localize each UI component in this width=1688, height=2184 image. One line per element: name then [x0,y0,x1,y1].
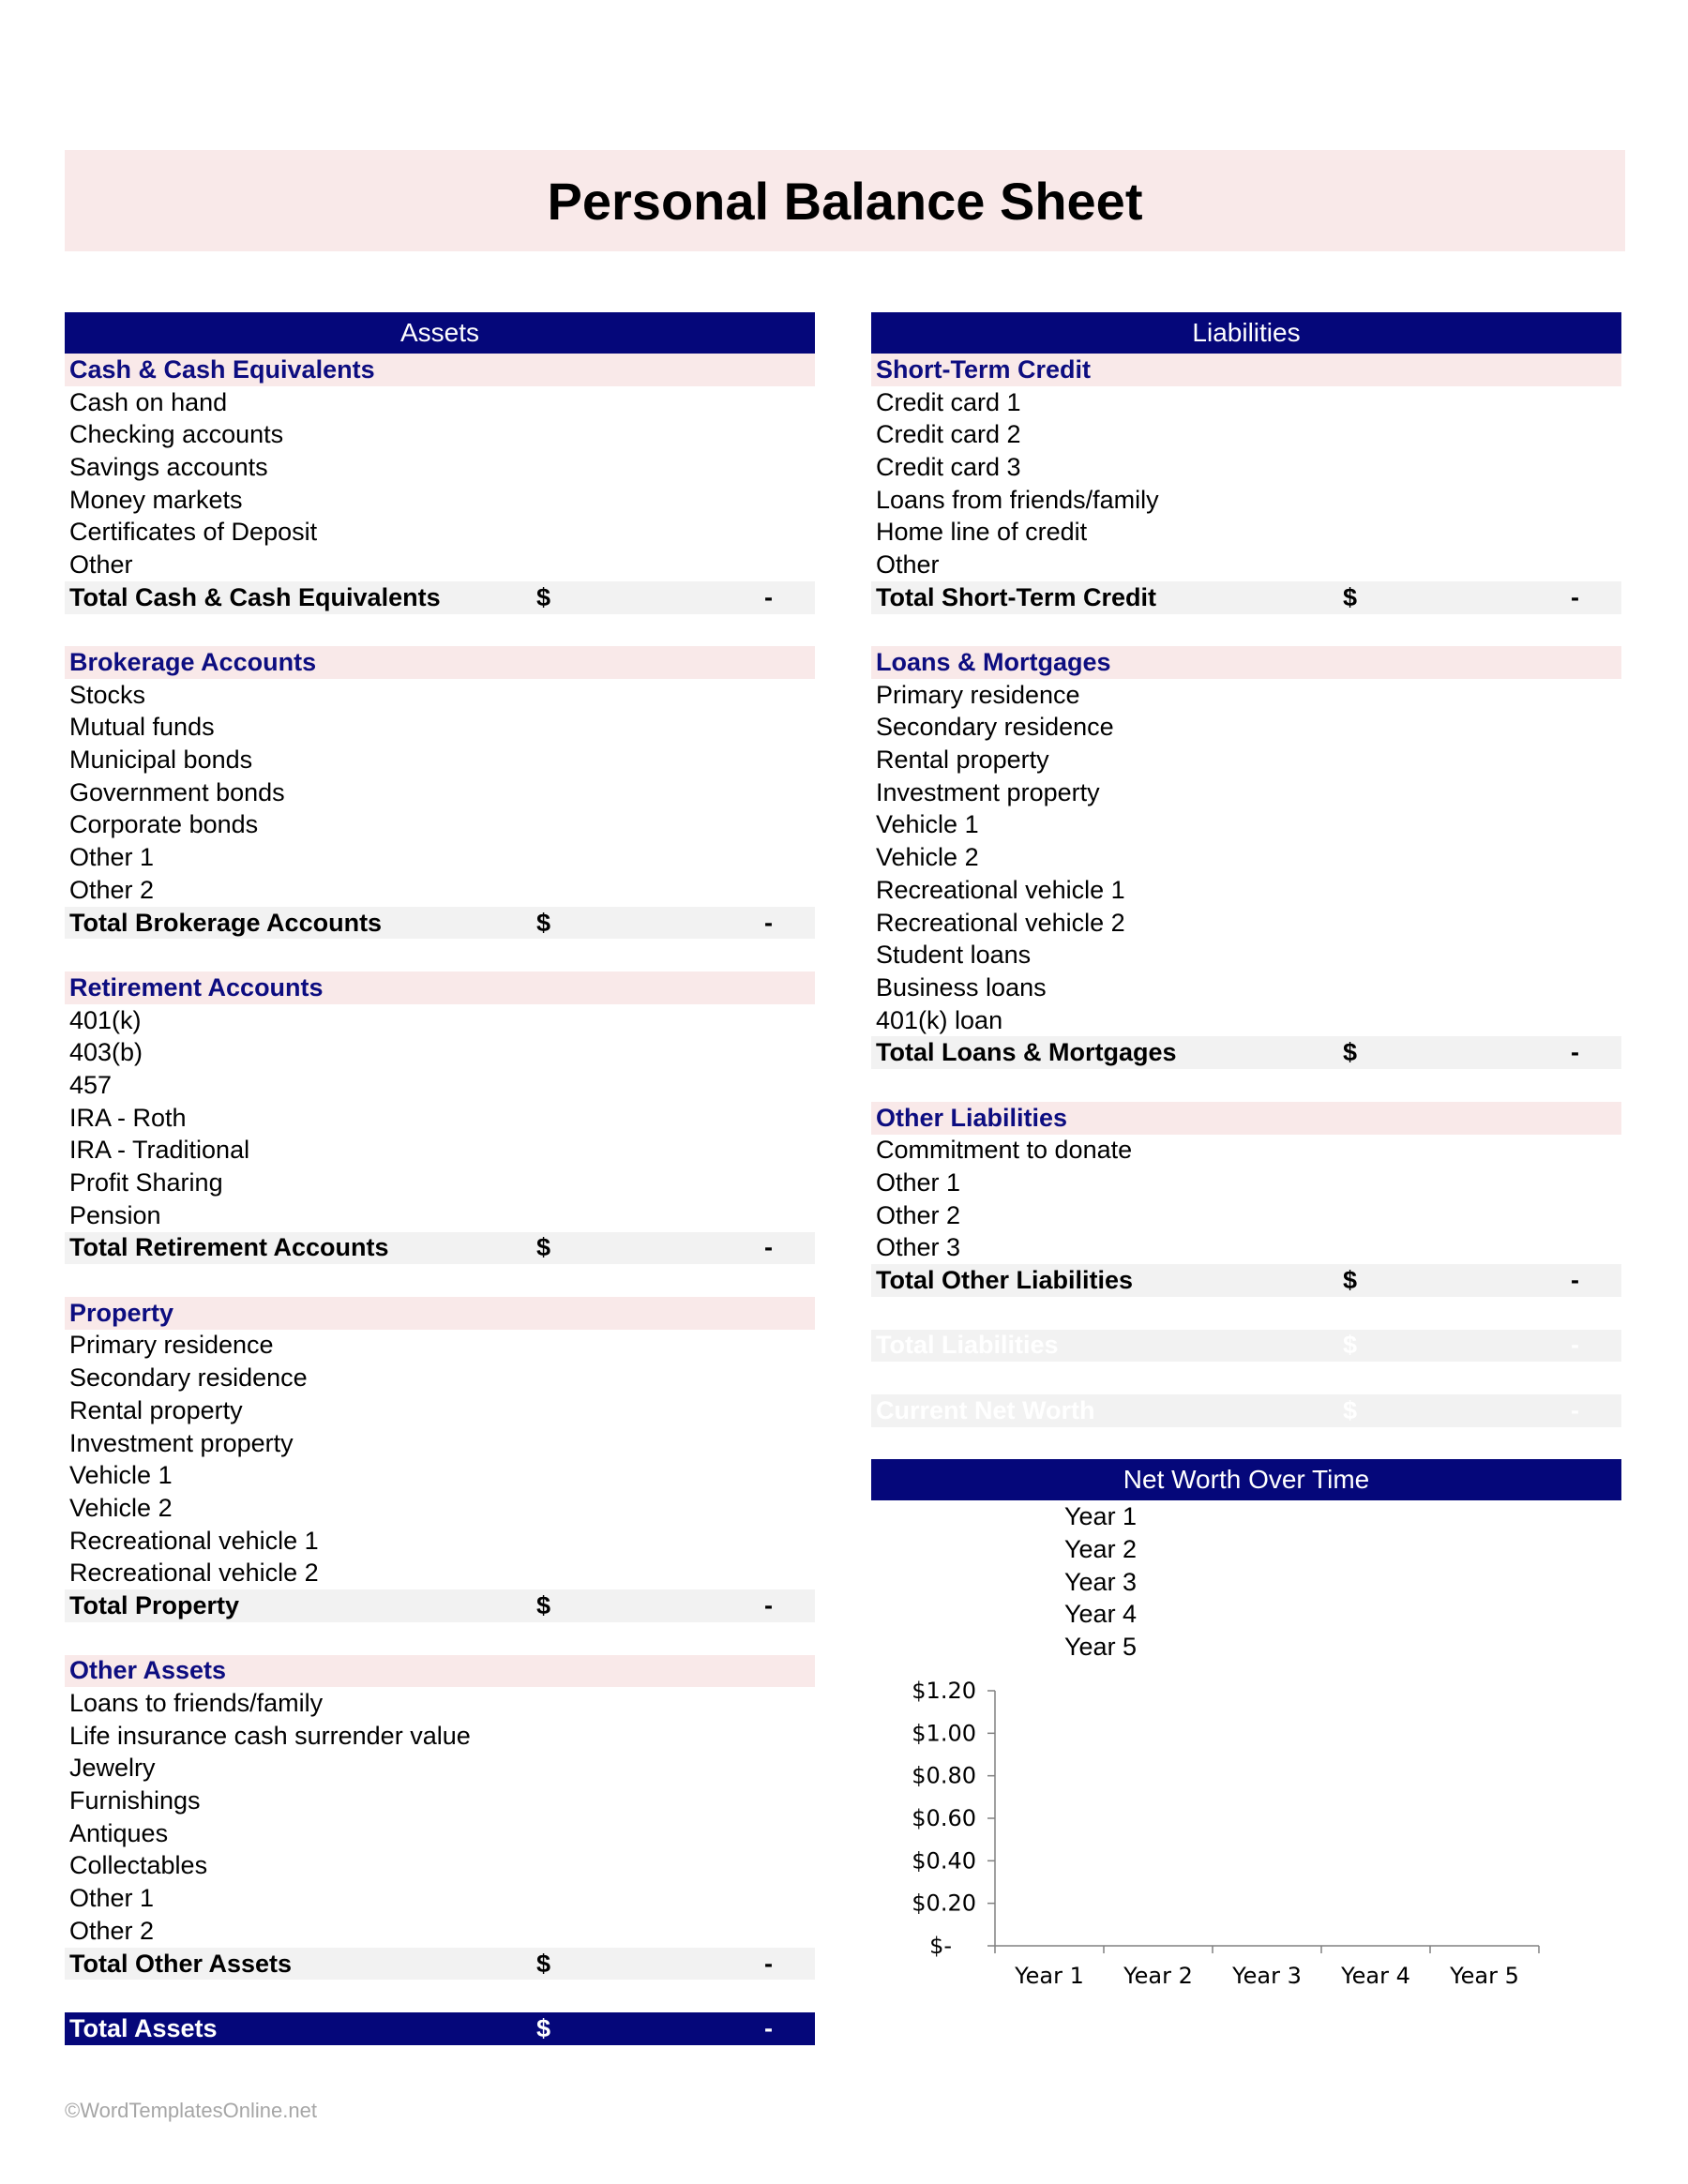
section-heading: Short-Term Credit [871,354,1621,386]
line-item: Profit Sharing [69,1168,223,1197]
y-tick-label: $1.00 [912,1720,976,1747]
x-tick-label: Year 1 [1015,1963,1084,1989]
line-item: Vehicle 1 [876,810,979,839]
section-total-currency: $ [536,908,551,937]
section-heading: Cash & Cash Equivalents [65,354,815,386]
line-item: Recreational vehicle 1 [876,875,1125,904]
assets-column [65,312,815,2045]
section-total-label: Total Retirement Accounts [69,1233,389,1262]
line-item: Other [69,550,133,579]
line-item: Collectables [69,1851,208,1880]
line-item: Other [876,550,940,579]
spacer [871,1297,1621,1330]
current-net-worth-label: Current Net Worth [876,1395,1095,1424]
line-item: Cash on hand [69,387,228,416]
section-total [871,1036,1621,1069]
line-item: Antiques [69,1818,169,1847]
section-heading: Other Liabilities [871,1102,1621,1135]
line-item: Vehicle 2 [69,1493,173,1522]
year-label: Year 2 [1064,1534,1138,1563]
year-label: Year 4 [1064,1600,1138,1629]
current-net-worth-currency: $ [1343,1395,1358,1424]
section-total-currency: $ [1343,582,1358,611]
section-total-currency: $ [1343,1266,1358,1295]
section-total [871,1264,1621,1297]
total-liabilities-value: - [1571,1331,1579,1360]
total-assets-currency: $ [536,2013,551,2042]
line-item: Other 1 [69,1884,155,1913]
spacer [871,614,1621,647]
y-tick-label: $0.20 [912,1890,976,1917]
section-heading: Retirement Accounts [65,972,815,1004]
spacer [871,1427,1621,1460]
net-worth-chart [871,1660,1621,2016]
line-item: Secondary residence [876,713,1114,742]
section-total-label: Total Short-Term Credit [876,582,1157,611]
line-item: Student loans [876,941,1032,970]
spacer [871,1069,1621,1102]
line-item: Business loans [876,972,1047,1002]
spacer [65,939,815,972]
assets-header: Assets [65,312,815,354]
line-item: Credit card 1 [876,387,1021,416]
section-total-value: - [764,908,773,937]
section-total-currency: $ [1343,1038,1358,1067]
x-tick-label: Year 5 [1450,1963,1519,1989]
line-item: Recreational vehicle 1 [69,1526,319,1555]
line-item: Commitment to donate [876,1136,1133,1165]
total-liabilities-currency: $ [1343,1331,1358,1360]
spacer [65,1980,815,2012]
section-total-value: - [1571,1266,1579,1295]
line-item: 457 [69,1070,113,1099]
spacer [65,614,815,647]
line-item: IRA - Roth [69,1103,187,1132]
line-item: Rental property [69,1395,243,1424]
line-item: 401(k) [69,1005,142,1034]
section-total-label: Total Property [69,1590,240,1619]
line-item: Home line of credit [876,518,1088,547]
total-liabilities-label: Total Liabilities [876,1331,1059,1360]
line-item: Other 1 [69,843,155,872]
section-total [65,1232,815,1265]
current-net-worth [871,1394,1621,1427]
line-item: Life insurance cash surrender value [69,1721,471,1750]
line-item: Other 1 [876,1168,961,1197]
x-tick-label: Year 4 [1341,1963,1410,1989]
line-item: Government bonds [69,777,285,806]
section-total [65,1589,815,1622]
line-item: Loans from friends/family [876,485,1159,514]
liabilities-header: Liabilities [871,312,1621,354]
line-item: Pension [69,1200,161,1229]
y-tick-label: $0.80 [912,1762,976,1789]
section-heading: Brokerage Accounts [65,646,815,679]
section-total [65,907,815,940]
section-total-value: - [764,1590,773,1619]
liabilities-column [871,312,1621,1664]
section-total [65,1948,815,1981]
current-net-worth-value: - [1571,1395,1579,1424]
total-assets-label: Total Assets [69,2013,218,2042]
line-item: Savings accounts [69,452,268,481]
line-item: Vehicle 1 [69,1461,173,1490]
line-item: Recreational vehicle 2 [69,1559,319,1588]
line-item: Certificates of Deposit [69,518,318,547]
line-item: 403(b) [69,1038,143,1067]
title-band [65,150,1625,251]
line-item: Primary residence [876,680,1080,709]
line-item: Jewelry [69,1754,156,1783]
section-total-currency: $ [536,1949,551,1978]
x-tick-label: Year 2 [1123,1963,1193,1989]
section-heading: Loans & Mortgages [871,646,1621,679]
line-item: Checking accounts [69,420,284,449]
year-label: Year 3 [1064,1567,1138,1596]
section-total-label: Total Cash & Cash Equivalents [69,582,441,611]
section-total-currency: $ [536,582,551,611]
section-total-label: Total Other Assets [69,1949,293,1978]
section-total-value: - [764,582,773,611]
line-item: Other 3 [876,1233,961,1262]
net-worth-header: Net Worth Over Time [871,1459,1621,1500]
section-heading: Property [65,1297,815,1330]
line-item: Credit card 2 [876,420,1021,449]
section-total-label: Total Other Liabilities [876,1266,1134,1295]
line-item: Primary residence [69,1331,274,1360]
section-total-label: Total Loans & Mortgages [876,1038,1177,1067]
y-tick-label: $0.40 [912,1847,976,1875]
line-item: Investment property [69,1428,294,1457]
section-total-value: - [764,1949,773,1978]
total-assets [65,2012,815,2045]
section-total [65,581,815,614]
total-liabilities [871,1330,1621,1363]
line-item: Mutual funds [69,713,215,742]
line-item: Recreational vehicle 2 [876,908,1125,937]
section-total-currency: $ [536,1233,551,1262]
section-heading: Other Assets [65,1655,815,1688]
y-tick-label: $1.20 [912,1678,976,1704]
year-label: Year 1 [1064,1502,1138,1531]
line-item: Loans to friends/family [69,1689,324,1718]
total-assets-value: - [764,2013,773,2042]
line-item: Investment property [876,777,1100,806]
line-item: Credit card 3 [876,452,1021,481]
line-item: Corporate bonds [69,810,259,839]
line-item: 401(k) loan [876,1005,1003,1034]
section-total-value: - [764,1233,773,1262]
spacer [65,1264,815,1297]
line-item: Other 2 [69,1916,155,1945]
line-item: IRA - Traditional [69,1136,250,1165]
y-tick-label: $- [929,1933,952,1959]
line-item: Rental property [876,746,1049,775]
line-item: Other 2 [69,875,155,904]
page-title: Personal Balance Sheet [547,171,1143,231]
line-item: Other 2 [876,1200,961,1229]
line-item: Secondary residence [69,1363,308,1393]
spacer [871,1362,1621,1394]
line-item: Municipal bonds [69,746,253,775]
line-item: Stocks [69,680,146,709]
line-item: Money markets [69,485,243,514]
spacer [65,1622,815,1655]
line-item: Furnishings [69,1786,201,1815]
y-tick-label: $0.60 [912,1805,976,1831]
year-label: Year 5 [1064,1632,1138,1661]
section-total-currency: $ [536,1590,551,1619]
x-tick-label: Year 3 [1232,1963,1302,1989]
section-total [871,581,1621,614]
section-total-value: - [1571,1038,1579,1067]
line-item: Vehicle 2 [876,843,979,872]
section-total-value: - [1571,582,1579,611]
section-total-label: Total Brokerage Accounts [69,908,383,937]
footer-watermark: ©WordTemplatesOnline.net [65,2099,317,2122]
